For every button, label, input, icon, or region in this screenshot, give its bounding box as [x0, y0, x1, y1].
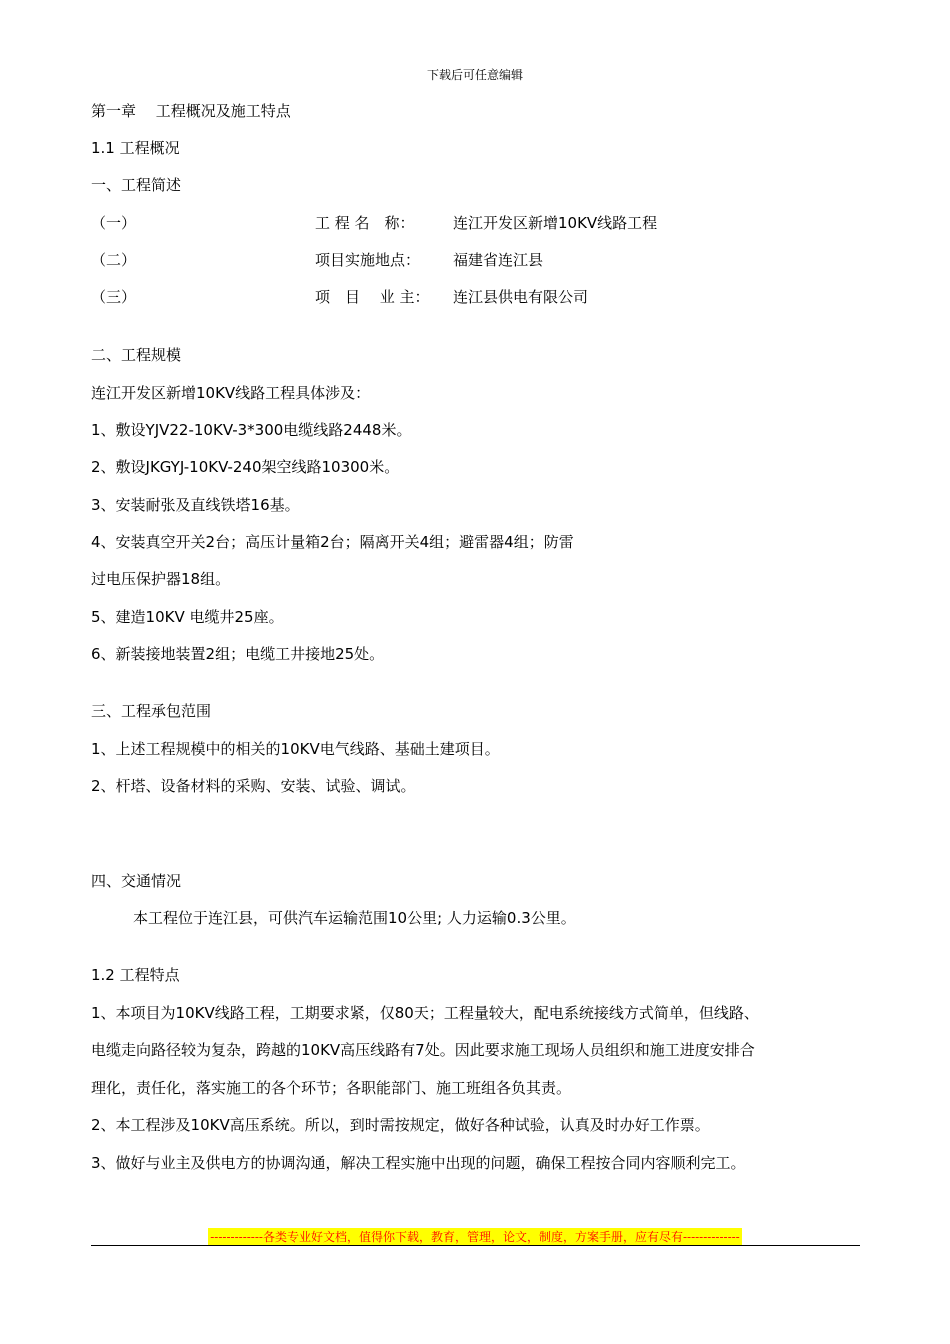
subsection-heading-scale: 二、工程规模 [91, 346, 182, 364]
scope-item: 2、杆塔、设备材料的采购、安装、试验、调试。 [91, 777, 416, 795]
scope-item: 1、上述工程规模中的相关的10KV电气线路、基础土建项目。 [91, 740, 500, 758]
scale-item: 3、安装耐张及直线铁塔16基。 [91, 496, 300, 514]
scale-item-continued: 过电压保护器18组。 [91, 570, 231, 588]
feature-line: 2、本工程涉及10KV高压系统。所以，到时需按规定，做好各种试验，认真及时办好工作票。 [91, 1116, 710, 1134]
info-row-number: （二） [91, 251, 137, 269]
page-header: 下载后可任意编辑 [426, 68, 523, 82]
info-row-value: 连江开发区新增10KV线路工程 [453, 214, 658, 232]
footer-banner: -------------各类专业好文档，值得你下载，教育，管理，论文，制度，方案手册，应有尽有-------------- [210, 1230, 740, 1244]
info-row-location [91, 250, 871, 270]
scale-item: 4、安装真空开关2台；高压计量箱2台；隔离开关4组；避雷器4组；防雷 [91, 533, 574, 551]
subsection-heading-scope: 三、工程承包范围 [91, 702, 212, 720]
scale-item: 6、新装接地装置2组；电缆工井接地25处。 [91, 645, 385, 663]
feature-line: 理化，责任化，落实施工的各个环节；各职能部门、施工班组各负其责。 [91, 1079, 572, 1097]
info-row-label: 工 程 名 称： [315, 214, 415, 232]
info-row-number: （三） [91, 288, 137, 306]
section-heading-1-1: 1.1 工程概况 [91, 139, 180, 157]
section-heading-1-2: 1.2 工程特点 [91, 966, 180, 984]
info-row-label: 项 目 业 主： [315, 288, 430, 306]
info-row-owner [91, 287, 871, 307]
info-row-project-name [91, 213, 871, 233]
feature-line: 1、本项目为10KV线路工程，工期要求紧，仅80天；工程量较大，配电系统接线方式简单，但线路、 [91, 1004, 759, 1022]
footer-banner-wrap [0, 1226, 950, 1246]
scale-item: 2、敷设JKGYJ-10KV-240架空线路10300米。 [91, 458, 400, 476]
info-row-value: 连江县供电有限公司 [453, 288, 589, 306]
feature-line: 电缆走向路径较为复杂，跨越的10KV高压线路有7处。因此要求施工现场人员组织和施工进度安排合 [91, 1041, 755, 1059]
traffic-paragraph: 本工程位于连江县，可供汽车运输范围10公里; 人力运输0.3公里。 [133, 909, 576, 927]
scale-item: 1、敷设YJV22-10KV-3*300电缆线路2448米。 [91, 421, 412, 439]
scale-intro: 连江开发区新增10KV线路工程具体涉及： [91, 384, 371, 402]
chapter-title: 第一章 工程概况及施工特点 [91, 102, 291, 120]
subsection-heading-traffic: 四、交通情况 [91, 872, 182, 890]
subsection-heading-overview: 一、工程简述 [91, 176, 182, 194]
info-row-number: （一） [91, 214, 137, 232]
footer-divider [91, 1245, 860, 1246]
feature-line: 3、做好与业主及供电方的协调沟通，解决工程实施中出现的问题，确保工程按合同内容顺利完工。 [91, 1154, 746, 1172]
info-row-label: 项目实施地点： [315, 251, 421, 269]
info-row-value: 福建省连江县 [453, 251, 544, 269]
scale-item: 5、建造10KV 电缆井25座。 [91, 608, 284, 626]
